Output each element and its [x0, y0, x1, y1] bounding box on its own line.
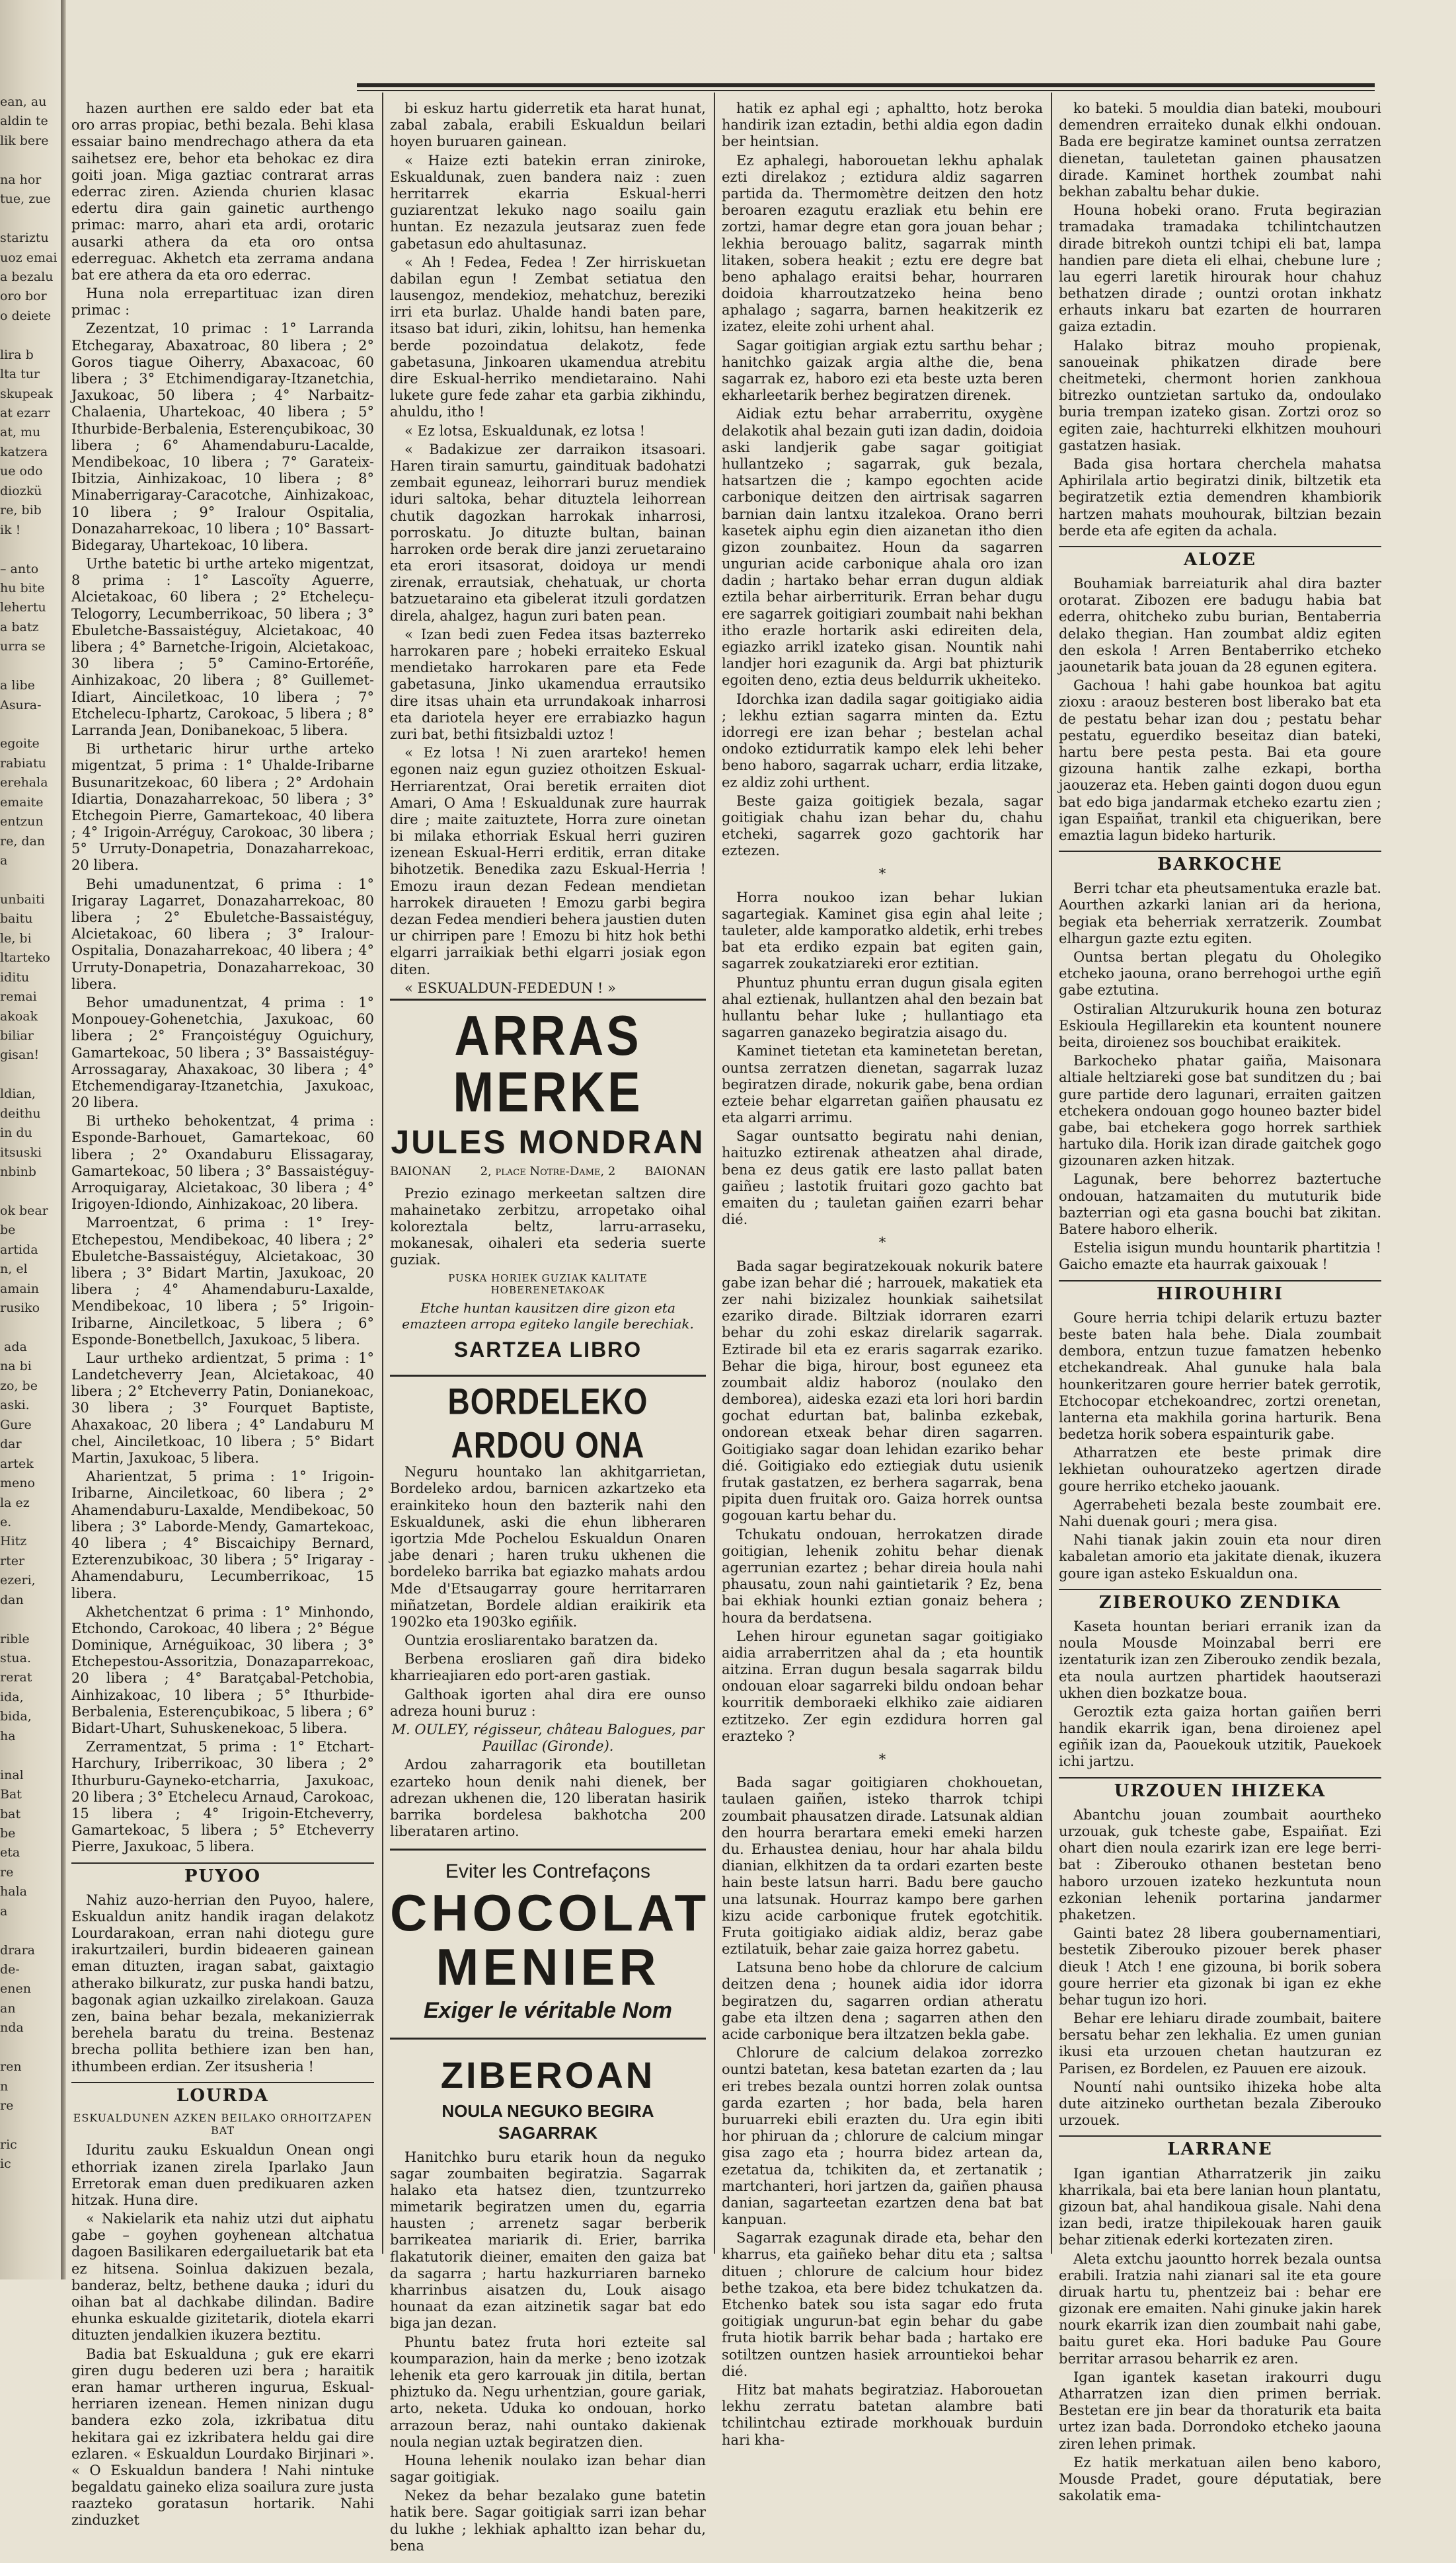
- paragraph: Latsuna beno hobe da chlorure de calcium deitzen dena ; hounek aidia idor idorra begiratzen du, sagarren ordian atheratu gabe eta iltzen dena ; sagarren athen den acide carbonique bera iltzatzen bekla gabe.: [722, 1960, 1043, 2042]
- paragraph: Badia bat Eskualduna ; guk ere ekarri giren dugu bederen uzi bera ; haraitik eran hamar urtheren ingurua, Eskual-herriaren izenean. Hemen ninizan dugu bandera ezko zola, izkribatua ditu hekitara gai ez izkribatera heldu gai dire ezlaren. « Eskualdun Lourdako Birjinari ». « O Eskualdun bandera ! Nahi nintuke begaldatu gaineko eliza soailura zure justa raazteko goratasun hortarik. Nahi zinduzket: [71, 2346, 374, 2529]
- paragraph: Houna hobeki orano. Fruta begirazian tramadaka tramadaka tchilintchautzen dirade bitrekoh ountzi tchipi eli bat, lampa handien pare dieta eli elhai, chebune lure ; lau egerri laretik hirourak hour chahuz bethatzen dirade ; ountzi orotan inkhatz erhauts inkaru bat ezarten de hourraren gaiza eztadin.: [1059, 202, 1381, 335]
- paragraph: Lagunak, bere behorrez baztertuche ondouan, hatzamaiten du mututurik bide bazterrian ogi eta gasna bouchi bat zikitan. Batere haboro elherik.: [1059, 1171, 1381, 1237]
- jules-mondran-name: JULES MONDRAN: [391, 1123, 705, 1161]
- paragraph: « Nakielarik eta nahiz utzi dut aiphatu gabe – goyhen goyhenean altchatua dagoen Basilikaren edergailuetarik bat eta ez hitsena. Soinlua dakizuen bezala, banderaz, beltz, bethene dauka ; iduri du oihan bat al dachkabe dilindan. Badire ehunka eskualde gizitetarik, diotela ekarri dituzten jendalkien ikuzera beztitu.: [71, 2211, 374, 2344]
- paragraph: Ostiralian Altzurukurik houna zen boturaz Eskioula Hegillarekin eta kountent nounere beita, diroienez sos bouchibat eraikitek.: [1059, 1001, 1381, 1050]
- paragraph: Tchukatu ondouan, herrokatzen dirade goitigian, lehenik zohitu behar dienak agerrunian ezartez ; behar direia houla nahi phausatu, zoun nahi gaintietarik ? Ez, bena bai ekhiak hounki eztian gonaiz behera ; houra da berdatsena.: [722, 1526, 1043, 1626]
- bordeleko-address: M. OULEY, régisseur, château Balogues, par Pauillac (Gironde).: [391, 1722, 705, 1755]
- ziberoan-paragraphs: [390, 2149, 706, 2555]
- paragraph: Ez aphalegi, haborouetan lekhu aphalak ezti direlakoz ; eztidura aldiz sagarren partida da. Thermomètre deitzen den hotz beroaren ezagutu erazliak etu behin ere zortzi, hamar degre etan gora jouan behar ; lekhia berouago balitz, sagarrak minth litaken, sobera heakit ; eztu ere degre bat beno aphalago eraitsi behar, hourraren doidoia kharroutzatzeko heina beno aphalago ; sagarra, barnen heakitzerik ez izatez, eleite zohi urhent ahal.: [722, 152, 1043, 335]
- choc-line-4: Exiger le véritable Nom: [423, 1998, 673, 2024]
- choc-line-1: Eviter les Contrefaçons: [445, 1860, 651, 1883]
- asterisk-divider: *: [878, 866, 886, 882]
- paragraph: hazen aurthen ere saldo eder bat eta oro arras propiac, bethi bezala. Behi klasa essaiar baino mendrechago athera da eta saihetsez ere, behor eta behokac ez dira goiti joan. Miga gaztiac contrarat arras ederrac ziren. Azienda churien klasac edertu dira gain gainetic aurthengo primac: marro, ahari eta ardi, orotaric ausarki athera da eta oro ontsa ederreguac. Akhetch eta zerrama andana bat ere athera da eta oro ederrac.: [71, 100, 374, 283]
- chocolat-menier-ad: [390, 1849, 710, 2038]
- paragraph: Behor umadunentzat, 4 prima : 1° Monpouey-Gohenetchia, Jaxukoac, 60 libera ; 2° Françoistéguy Oguichury, Gamartekoac, 50 libera ; 3° Bassaistéguy-Arrossagaray, Ahaxakoac, 30 libera ; 4° Etchemendigaray-Itzanetchia, Jaxukoac, 20 libera.: [71, 994, 374, 1111]
- sartzea-libro: SARTZEA LIBRO: [453, 1338, 642, 1362]
- bordeleko-text-3: Berbena erosliaren gañ dira bideko kharrieajiaren edo port-aren gastiak.: [390, 1651, 706, 1684]
- bordeleko-text-5: Ardou zaharragorik eta boutilletan ezarteko houn denik nahi dienek, ber adrezan ukhenen die, 120 liberatan hasirik barrika bordelesa bakhotcha 200 liberataren artino.: [390, 1757, 706, 1840]
- paragraph: Hanitchko buru etarik houn da neguko sagar zoumbaiten begiratzia. Sagarrak halako eta hatsez dien, tzuntzurreko mimetarik begiratzen umen du, egarria hausten ; arrenetz sagar berberik barrikeatea mariarik di. Erier, barrika flakatutorik dieiner, emaiten den gaiza bat da sagarra ; hartu hazkurriaren barneko kharrinbus aisatzen du, Louk aisago hounaat da ezan aitzinetik sagar bat edo biga jan dezan.: [390, 2149, 706, 2332]
- paragraph: Bouhamiak barreiaturik ahal dira bazter orotarat. Zibozen ere badugu habia bat ederra, ohitcheko zubu burian, Bentaberria delako thegian. Han zoumbat aldiz egiten den eskola ! Arren Bentaberriko etcheko jaounetarik bata jouan da 28 egunen egitera.: [1059, 576, 1381, 675]
- paragraph: Gachoua ! hahi gabe hounkoa bat agitu zioxu : araouz besteren bost liberako bat eta de pestatu behar izan dou ; pestatu behar pestatu, eguerdiko beseitaz dian bateki, hartu bere pesta pesta. Bai eta goure gizouna hantik zalhe ezkapi, bortha jaouzeraz eta. Heben gainti dogon duou egun bat edo biga jandarmak etcheko ezartu zien ; igan Espaiñat, trankil eta chiguerikan, bere emaztia lagun bideko harturik.: [1059, 677, 1381, 843]
- paragraph: Bada gisa hortara cherchela mahatsa Aphirilala artio begiratzi dinik, biltzetik eta begiratzetik eztia demendren khambiorik hartzen mahats mouhourak, biltzian bezain berde eta afe egiten da achala.: [1059, 455, 1381, 539]
- paragraph: Igan igantian Atharratzerik jin zaiku kharrikala, bai eta bere lanian houn plantatu, gizoun bat, ahal handikoua gisale. Nahi dena izan bedi, iratze thipilekouak haren gauik behar zitienak ederki kortezaten ziren.: [1059, 2165, 1381, 2248]
- paragraph: Agerrabeheti bezala beste zoumbait ere. Nahi duenak gouri ; mera gisa.: [1059, 1496, 1381, 1529]
- paragraph: Iduritu zauku Eskualdun Onean ongi ethorriak izanen zirela Iparlako Jaun Erretorak eman duen predikuaren azken hitzak. Huna dire.: [71, 2142, 374, 2208]
- paragraph: Kaseta hountan beriari erranik izan da noula Mousde Moinzabal berri ere izentaturik izan zen Ziberouko zendik bezala, eta noula aurtzen phartidek haoutserazi ukhen dien bozkatze boua.: [1059, 1618, 1381, 1701]
- arras-text: Prezio ezinago merkeetan saltzen dire mahainetako zerbitzu, arropetako oihal koloreztala beltz, larru-arraseku, mokanesak, oihaleri eta sederia suerte guziak.: [390, 1185, 706, 1268]
- paragraph: Laur urtheko ardientzat, 5 prima : 1° Landetcheverry Jean, Alcietakoac, 40 libera ; 2° Etcheverry Patin, Donianekoac, 30 libera ; 3° Fourquet Baptiste, Ahaxakoac, 20 libera ; 4° Landaburu M chel, Ainciletkoac, 10 libera ; 5° Bidart Martin, Jaxukoac, 5 libera.: [71, 1350, 374, 1466]
- paragraph: Behar ere lehiaru dirade zoumbait, baitere bersatu behar zen lekhalia. Ez umen gunian ikusi eta urzouen chetan hautzuran ez Parisen, ez Bordelen, ez Pauuen ere aizouk.: [1059, 2010, 1381, 2077]
- top-rule: [357, 83, 1375, 87]
- paragraph: Huna nola errepartituac izan diren primac :: [71, 286, 374, 319]
- paragraph: Akhetchentzat 6 prima : 1° Minhondo, Etchondo, Carokoac, 40 libera ; 2° Bégue Dominique, Arnéguikoac, 30 libera ; 3° Etchepestou-Assoritzia, Donazaparrekoac, 20 libera ; 4° Baratçabal-Petchobia, Ainhizakoac, 10 libera ; 5° Ithurbide-Berbalenia, Esterençubikoac, 5 libera ; 6° Bidart-Uhart, Suhuskenekoac, 5 libera.: [71, 1603, 374, 1736]
- paragraph: Bi urtheko behokentzat, 4 prima : Esponde-Barhouet, Gamartekoac, 60 libera ; 2° Oxandaburu Elissagaray, Gamartekoac, 50 libera ; 3° Bassaistéguy-Arroquigaray, Alcietakoac, 30 libera ; 4° Irigoyen-Idiondo, Ainhizakoac, 20 libera.: [71, 1113, 374, 1213]
- arras-merke-title: ARRAS MERKE: [453, 1004, 643, 1124]
- paragraph: Geroztik ezta gaiza hortan gaiñen berri handik ekarrik igan, bena diroienez apel egiñik izan da, Paouekouk utzitik, Pauekoek ichi jartzu.: [1059, 1703, 1381, 1770]
- paragraph: Kaminet tietetan eta kaminetetan beretan, ountsa zerratzen dienetan, sagarrak luzaz begiratzen dirade, nokurik gabe, bena ordian ezteie behar elgarretan gaiñen phausatu ez eta algarri arrimu.: [722, 1043, 1043, 1126]
- paragraph: Halako bitraz mouho propienak, sanoueinak phikatzen dirade bere cheitmeteki, chermont horien zankhoua bitrezko ountzietan sartuko da, ondoulako buria trempan izateko gisan. Zortzi oroz so egiten zaie, hachturreki elkhitzen mouhouri gastatzen hasiak.: [1059, 337, 1381, 453]
- paragraph: « Ah ! Fedea, Fedea ! Zer hirriskuetan dabilan egun ! Zembat setiatua den lausengoz, mendekioz, mehatchuz, bereziki irri eta burlaz. Uhalde handi baten pare, itsaso bat iduri, zikin, lohitsu, han hemenka berde pozoindatua delakotz, fede gabetasuna, Jinkoaren ukamendua atrebitu dire Eskual-herriko mendietaraino. Nahi lukete gure fede zahar eta garbia zikhindu, ahuldu, itho !: [390, 254, 706, 420]
- choc-line-3: MENIER: [436, 1938, 660, 1997]
- paragraph: « Ez lotsa ! Ni zuen ararteko! hemen egonen naiz egun guziez othoitzen Eskual-Herriarentzat, Orai beretik erraiten diot Amari, O Ama ! Eskualdunak zure haurrak dire ; maite zaituztete, Horra zure oinetan bi milaka ethorriak Eskual herri guziren izenean Eskual-Herri erditik, erran ditake bihotzetik. Benedika zazu Eskual-Herria ! Emozu iraun dezan Fedean mendietan harrokek diraueten ! Emozu garbi begira dezan Fedea mendieri behera jaustien duten ur chirripen pare ! Emozu bi hitz hok bethi elgarri jarraikiak bethi elgarri josiak egon diten.: [390, 745, 706, 977]
- arras-addr-mid: 2, place Notre-Dame, 2: [480, 1164, 616, 1178]
- paragraph: Nekez da behar bezalako gune batetin hatik bere. Sagar goitigiak sarri izan behar du lukhe ; lekhiak aphaltto izan behar du, bena: [390, 2488, 706, 2554]
- paragraph: Phuntuz phuntu erran dugun gisala egiten ahal eztienak, hullantzen ahal den bezain bat hullantu behar luke ; hullantiago eta sagarren ganazeko begiratzia aisago du.: [722, 974, 1043, 1041]
- paragraph: Ountsa bertan plegatu du Oholegiko etcheko jaouna, orano berrehogoi urthe egiñ gabe eztutina.: [1059, 949, 1381, 999]
- arras-address: [390, 1165, 706, 1179]
- arras-italic: Etche huntan kausitzen dire gizon eta emazteen arropa egiteko langile berechiak.: [402, 1300, 694, 1332]
- col3-paragraphs-2: [722, 890, 1043, 1229]
- paragraph: Sagar goitigian argiak eztu sarthu behar ; hanitchko gaizak argia althe die, bena sagarrak ez, haboro ezi eta beste uzta beren ekharleetarik berhez begiratzen direnek.: [722, 337, 1043, 404]
- paragraph: Behi umadunentzat, 6 prima : 1° Irigaray Lagarret, Donazaharrekoac, 80 libera ; 2° Ebuletche-Bassaistéguy, Alcietakoac, 60 libera ; 3° Iralour-Ospitalia, Donazaharrekoac, 40 libera ; 4° Urruty-Donapetria, Donazaharrekoac, 30 libera.: [71, 876, 374, 992]
- section-subtitle: ESKUALDUNEN AZKEN BEILAKO ORHOITZAPEN BAT: [73, 2111, 373, 2137]
- paragraph: Aharientzat, 5 prima : 1° Irigoin-Iribarne, Ainciletkoac, 60 libera ; 2° Ahamendaburu-Laxalde, Mendibekoac, 50 libera ; 3° Laborde-Mendy, Gamartekoac, 40 libera ; 4° Biscaichipy Bernard, Ezterenzubikoac, 30 libera ; 5° Irigaray - Ahamendaburu, Lecumberrikoac, 15 libera.: [71, 1469, 374, 1601]
- paragraph: Houna lehenik noulako izan behar dian sagar goitigiak.: [390, 2452, 706, 2486]
- paragraph: Urthe batetic bi urthe arteko migentzat, 8 prima : 1° Lascoïty Aguerre, Alcietakoac, 60 libera ; 2° Etcheleçu-Telogorry, Lecumberrikoac, 50 libera ; 3° Ebuletche-Bassaistéguy, Alcietakoac, 40 libera ; 4° Barnetche-Irigoin, Alcietakoac, 30 libera ; 5° Camino-Ertoréñe, Ainhizakoac, 20 libera ; 8° Guillemet-Idiart, Ainciletkoac, 10 libera ; 7° Etchelecu-Iphartz, Carokoac, 5 libera ; 8° Larranda Jean, Donibanekoac, 5 libera.: [71, 556, 374, 738]
- paragraph: Abantchu jouan zoumbait aourtheko urzouak, guk tcheste gabe, Espaiñat. Ezi ohart dien noula ezarirk izan ere lege berri-bat : Ziberouko othanen bestetan beno haboro urzouen izateko hezkuntuta noun ezkonian lehenik portarina jandarmer phaketzen.: [1059, 1806, 1381, 1923]
- section-title: LARRANE: [1059, 2135, 1381, 2160]
- col1-sections: [71, 1862, 374, 2529]
- section-title: BARKOCHE: [1059, 851, 1381, 875]
- col3-paragraphs-1: [722, 100, 1043, 859]
- paragraph: Bada sagar begiratzekouak nokurik batere gabe izan behar dié ; harrouek, makatiek eta zer nahi bizizalez hounkiak saihetsilat ezariko dirade. Biltziak idorraren ezarri behar du zohi eskaz direlarik sagarrak. Eztirade bil eta ez eraris sagarrak ezariko. Behar die biga, hirour, bost eguneez eta zoumbait aldiz haboroz (noulako den demborea), aideska ezazi eta lori hori bardin gochat edurtan bat, balinba ezkebak, ondorean etxeak behar diren sagarren. Goitigiako sagar doan lehidan ezariko behar dié. Goitigiako edo eztiegiak dutu usienik frutak gastatzen, ez berhera sagarrak, bena pipita duen fruitak oro. Gaiza horrek ountsa gogouan kartu behar du.: [722, 1258, 1043, 1524]
- paragraph: Lehen hirour egunetan sagar goitigiako aidia arraberritzen ahal da ; eta hountik aitzina. Erran dugun besala sagarrak bildu ondouan eloar sagarreki bildu ondoan behar kourritik demboraeki elkhiko zaie aidiaren eztitzeko. Zer egin ezdidura horren gal erazteko ?: [722, 1628, 1043, 1744]
- paragraph: Zerramentzat, 5 prima : 1° Etchart-Harchury, Iriberrikoac, 30 libera ; 2° Ithurburu-Gayneko-etcharria, Jaxukoac, 20 libera ; 3° Etchelecu Arnaud, Carokoac, 15 libera ; 4° Irigoin-Etcheverry, Gamartekoac, 5 libera ; 5° Etcheverry Pierre, Jaxukoac, 5 libera.: [71, 1739, 374, 1855]
- paragraph: Bada sagar goitigiaren chokhouetan, taulaen gaiñen, isteko tharrok tchipi zoumbait phausatzen dirade. Latsunak aldian den hourra berartara emeki emeki harzen du. Erhaustea deniau, hour har ahala bildu dianian, elkhitzen da ta ordari ezarten beste hain beste latsun harri. Badu bere gaucho una latsunak. Hourraz kampo bere garhen kizu acide carbonique frutek egotchitik. Fruta goitigiako aidiak aldiz, beraz gabe eztilatuik, behar zaie gaiza horrez gabetu.: [722, 1775, 1043, 1958]
- bordeleko-title: BORDELEKO ARDOU ONA: [447, 1381, 648, 1466]
- paragraph: Igan igantek kasetan irakourri dugu Atharratzen izan dien primen berriak. Bestetan ere jin bear da thoraturik eta baita urtez izan bada. Dorrondoko etcheko jaouna ziren lehen primak.: [1059, 2369, 1381, 2452]
- ziberoan-subtitle-1: NOULA NEGUKO BEGIRA: [441, 2101, 654, 2122]
- paragraph: Zezentzat, 10 primac : 1° Larranda Etchegaray, Abaxatroac, 80 libera ; 2° Goros tiague Oiherry, Abaxacoac, 60 libera ; 3° Etchimendigaray-Itzanetchia, Jaxukoac, 50 libera ; 4° Narbaitz-Chalaenia, Uhartekoac, 40 libera ; 5° Ithurbide-Berbalenia, Esterençubikoac, 30 libera ; 6° Ahamendaburu-Lacalde, Mendibekoac, 10 libera ; 7° Garateix-Ibitzia, Ainhizakoac, 10 libera ; 8° Minaberrigaray-Caracotche, Ainhizakoac, 10 libera ; 9° Iralour Ospitalia, Donazaharrekoac, 10 libera ; 10° Bassart-Bidegaray, Uhartekoac, 10 libera.: [71, 321, 374, 553]
- binding-gutter: [61, 0, 66, 2279]
- left-page-fragment: ean, au aldin te lik bere na hor tue, zue stariztu uoz emai a bezalu oro bor o deiete lira b lta tur skupeak at ezarr at, mu katzera ue odo diozkü re, bib ik ! – anto hu bite lehertu a batz urra se a libe Asura- egoite rabiatu erehala emaite entzun re, dan a unbaiti baitu le, bi ltarteko iditu remai akoak biliar gisan! ldian, deithu in du itsuski nbinb ok bear be artida n, el amain rusiko ada na bi zo, be aski. Gure dar artek meno la ez e. Hitz rter ezeri, dan rible stua. rerat ida, bida, ha inal Bat bat be eta re hala a drara de- enen an nda ren n re ric ic: [0, 95, 57, 2172]
- bordeleko-text-4: Galthoak igorten ahal dira ere ounso adreza houni buruz :: [390, 1686, 706, 1719]
- col4-sections: [1059, 546, 1381, 2504]
- column-separator: [382, 93, 383, 2254]
- arras-small-caps: PUSKA HORIEK GUZIAK KALITATE HOBERENETAKOAK: [448, 1272, 648, 1297]
- paragraph: Nountí nahi ountsiko ihizeka hobe alta dute aitzineko ourthetan bezala Ziberouko urzouek.: [1059, 2079, 1381, 2129]
- ziberoan-article: [390, 2038, 706, 2563]
- choc-line-2: CHOCOLAT: [390, 1884, 710, 1942]
- column-separator: [714, 93, 715, 2254]
- column-2: [390, 100, 710, 2554]
- section-title: ZIBEROUKO ZENDIKA: [1059, 1589, 1381, 1613]
- paragraph: « Izan bedi zuen Fedea itsas bazterreko harrokaren pare ; hobeki erraiteko Eskual mendietako harrokaren pare eta Fede gabetasuna, Jinko ukamendua errautsiko dire itsas uhain eta urrundakoak inharrosi eta dariotela heyer ere errabiazko hagun zuri bat, bethi fitsizbaldi uztoz !: [390, 626, 706, 742]
- paragraph: Chlorure de calcium delakoa zorrezko ountzi batetan, kesa batetan ezarten da ; lau eri trebes bezala ountzi horren zolak ountsa garda ezarten ; hor bada, bela haren buruarreki ebili erazten du. Ura egin ibiti hor phiruan da ; chlorure de calcium mingar gisa zago eta ; hourra bidez artean da, ezetatua da, tchikiten da, et zertanatik ; martchanteri, hori jartzen da, gaiñen phausa danian, sagarteetan ezartzen dena bat bat kanpuan.: [722, 2045, 1043, 2228]
- paragraph: ko bateki. 5 mouldia dian bateki, moubouri demendren erraiteko dunak elkhi ondouan. Bada ere begiratze kaminet ountsa zerratzen dienetan, tauletetan gainen phausatzen dirade. Kaminet horthek zoumbat nahi bekhan zabaltu behar dukie.: [1059, 100, 1381, 200]
- paragraph: Gainti batez 28 libera goubernamentiari, bestetik Ziberouko pizouer berek phaser dieuk ! Atch ! ene gizouna, bi borik sobera goure herrier eta gizonak bi igan ez ekhe behar tugun izo hori.: [1059, 1925, 1381, 2008]
- arras-addr-left: BAIONAN: [390, 1164, 451, 1178]
- paragraph: Beste gaiza goitigiek bezala, sagar goitigiak chahu izan behar du, chahu etcheki, sagarrek gozo gachtorik har eztezen.: [722, 792, 1043, 859]
- paragraph: Berri tchar eta pheutsamentuka erazle bat. Aourthen azkarki lanian ari da heriona, begiak eta beherriak xerratzerik. Zoumbat elhargun gazte eztu egiten.: [1059, 880, 1381, 946]
- paragraph: Hitz bat mahats begiratziaz. Haborouetan lekhu zerratu batetan alambre bati tchilintchau eztirade morkhouak burduin hari kha-: [722, 2381, 1043, 2448]
- paragraph: Sagar ountsatto begiratu nahi denian, haituzko eztirenak atheatzen ahal dirade, bena ez deus gatik ere lasto pallat baten gaiñeu ; lastotik fruitari gozo gachto bat emaiten du ; tauletan gaiñen ezarri behar dié.: [722, 1128, 1043, 1228]
- paragraph: Idorchka izan dadila sagar goitigiako aidia ; lekhu eztian sagarra minten da. Eztu idorregi ere izan behar ; bestelan achal ondoko eztidurratik kampo elek lehi beher beno haboro, sagarrak ucharr, erdia litzake, ez aldiz zohi urthent.: [722, 691, 1043, 790]
- paragraph: Nahiz auzo-herrian den Puyoo, halere, Eskualdun anitz handik iragan delakotz Lourdarakoan, erran nahi diotegu gure irakurtzaileri, burdin bideaeren gainean eman dituzten, iragan sabat, gaixtagio atherako bilkuratz, zur puska handi batzu, bagonak agian uzkailko zirelakoan. Gauza zen, baina behar bezala, mekanizierrak berehela baratu du treina. Bestenaz brecha pollita bethiere izan ben han, ithumbeen erdian. Zer itsusheria !: [71, 1892, 374, 2075]
- column-4: [1059, 100, 1381, 2504]
- paragraph: Estelia isigun mundu hountarik phartitzia ! Gaicho emazte eta haurrak gaixouak !: [1059, 1240, 1381, 1273]
- asterisk-divider: *: [878, 1751, 886, 1767]
- asterisk-divider: *: [878, 1235, 886, 1251]
- paragraph: Aleta extchu jaountto horrek bezala ountsa erabili. Iratzia nahi zianari sal ite eta goure diruak hartu tu, phentzeiz bai : behar ere gizonak ere emaiten. Nahi ginuke jakin harek nourk ekarrik izan dien zoumbait nahi gabe, baitu guret eka. Hori baduke Pau Goure berritar arrasou beharrik ez aren.: [1059, 2250, 1381, 2367]
- bordeleko-ad: [390, 1375, 706, 1849]
- paragraph: « Haize ezti batekin erran ziniroke, Eskualdunak, zuen bandera naiz : zuen herritarrek ekarria Eskual-herri guziarentzat lekuko nago soailu gain huntan. Ez nezazula jeutsaraz zuen fede gabetasun edo ahultasunaz.: [390, 152, 706, 252]
- paragraph: Nahi tianak jakin zouin eta nour diren kabaletan amorio eta jakitate dienak, ikuzera goure igan asteko Eskualdun ona.: [1059, 1532, 1381, 1582]
- column-separator: [1051, 93, 1052, 2254]
- paragraph: Phuntu batez fruta hori ezteite sal koumparazion, hain da merke ; beno izotzak lehenik eta gero karrouak jin ditila, bertan phiztuko da. Negu urhentzian, goure gariak, arto, neketa. Uduka ko ondouan, horko arrazoun beraz, nahi ountako dakienak noula negian uztak begiratzen dien.: [390, 2334, 706, 2450]
- paragraph: Aidiak eztu behar arraberritu, oxygène delakotik ahal bezain guti izan dadin, doidoia aski landjerik gabe sagar goitigiat hullantzeko ; sagarrak, guk bezala, hatsartzen die ; kampo egochten acide carbonique deitzen den airtrisak sagarren barnian dain lantxu itzalekoa. Orano berri kasetek aiphu egin dien aizanetan itho dien gizon zounbaitez. Houn da sagarren ungurian acide carbonique ahala oro izan dadin ; hartako behar erran dugun aldiak eztila behar airberriturik. Erran behar dugu ere sagarrek goitigiari zoumbait nahi bekhan itho erazle hortarik aski edireiten dela, egiazko arrikl izateko gisan. Nountik nahi landjer hori ezagunik da. Argi bat phizturik egoiten deno, eztia deus beldurrik ukheiteko.: [722, 406, 1043, 689]
- ziberoan-title: ZIBEROAN: [440, 2053, 656, 2096]
- bordeleko-text-2: Ountzia erosliarentako baratzen da.: [404, 1632, 658, 1649]
- paragraph: Sagarrak ezagunak dirade eta, behar den kharrus, eta gaiñeko behar ditu eta ; saltsa dituen ; chlorure de calcium hour bidez bethe tzakoa, eta bere bidez tchukatzen da. Etchenko batek sou ista sagar edo fruta goitigiak ungurun-bat egin behar du gabe fruta hiotik barrik behar bada ; hartako ere sotiltzen ountzen hasiek arrountiekoi behar dié.: [722, 2230, 1043, 2379]
- column-1: [71, 100, 374, 2529]
- paragraph: bi eskuz hartu giderretik eta harat hunat, zabal zabala, erabili Eskualdun beilari hoyen buruaren gainean.: [390, 100, 706, 150]
- paragraph: « Ez lotsa, Eskualdunak, ez lotsa !: [404, 422, 646, 439]
- paragraph: Marroentzat, 6 prima : 1° Irey-Etchepestou, Mendibekoac, 40 libera ; 2° Ebuletche-Bassaistéguy, Alcietakoac, 30 libera ; 3° Bidart Martin, Jaxukoac, 20 libera ; 4° Ahamendaburu-Laxalde, Mendibekoac, 10 libera ; 5° Irigoin-Iribarne, Ainciletkoac, 5 libera ; 6° Esponde-Bonetbellch, Jaxukoac, 5 libera.: [71, 1215, 374, 1348]
- paragraph: Horra noukoo izan behar lukian sagartegiak. Kaminet gisa egin ahal leite ; tauleter, alde kamporatko aldetik, erhi trebes bat eta erdiko ezpain bat egiten gain, sagarrek zoukatziareki eror eztitian.: [722, 889, 1043, 972]
- col4-paragraphs: [1059, 100, 1381, 539]
- arras-merke-ad: [390, 999, 706, 1375]
- column-3: [722, 100, 1043, 2448]
- arras-addr-right: BAIONAN: [644, 1164, 706, 1178]
- col1-paragraphs: [71, 100, 374, 1856]
- col3-paragraphs-4: [722, 1775, 1043, 2449]
- paragraph: « ESKUALDUN-FEDEDUN ! »: [404, 979, 616, 996]
- col2-paragraphs: [390, 100, 706, 997]
- section-title: URZOUEN IHIZEKA: [1059, 1777, 1381, 1802]
- paragraph: Barkocheko phatar gaiña, Maisonara altiale heltziareki gose bat sunditzen du ; bai gure partide dero lagunari, erraiten gaitzen etchekera ondouan gogo houneo bazter bidel gabe, bai etchekera gogo horrek sarthiek hartuko dila. Horik izan dirade gaitchek gogo gizounaren azken hitzak.: [1059, 1053, 1381, 1169]
- col3-paragraphs-3: [722, 1258, 1043, 1745]
- paragraph: Goure herria tchipi delarik ertuzu bazter beste baten hala behe. Diala zoumbait dembora, entzun tuzue famatzen hebenko etchekandreak. Ahal gunuke hala bala hounkeritzaren goure herrier batek gerrotik, Etchocopar etchekoandrec, zortzi orenetan, lanterna eta makhila gorina harturik. Bena bedetza horik sobera espainturik gabe.: [1059, 1309, 1381, 1443]
- section-title: LOURDA: [71, 2082, 374, 2106]
- ziberoan-subtitle-2: SAGARRAK: [498, 2123, 598, 2143]
- paragraph: Ez hatik merkatuan ailen beno kaboro, Mousde Pradet, goure députatiak, bere sakolatik ema-: [1059, 2454, 1381, 2504]
- top-rule-thin: [357, 90, 1375, 91]
- section-title: HIROUHIRI: [1059, 1280, 1381, 1305]
- paragraph: hatik ez aphal egi ; aphaltto, hotz beroka handirik izan eztadin, bethi aldia egon dadin ber heintsian.: [722, 100, 1043, 150]
- section-title: PUYOO: [71, 1862, 374, 1887]
- paragraph: « Badakizue zer darraikon itsasoari. Haren tirain samurtu, gaindituak badohatzi zembait eguneaz, leihorrari buruz mendiek iduri saltoka, behar dituztela leihorrean chutik dagozkan harrokak inharrosi, porroskatu. Jo dituzte bultan, bainan harroken orde berak dire janzi zeruetaraino eta erori itsasorat, doidoya ur mendi zirenak, errautsiak, chehatuak, ur chorta batzuetaraino eta gibelerat itzuli gordatzen direla, ahalgez, hagun zuri baten pean.: [390, 441, 706, 624]
- paragraph: Atharratzen ete beste primak dire lekhietan ouhouratzeko agertzen dirade goure herriko etcheko jaouank.: [1059, 1445, 1381, 1494]
- bordeleko-text-1: Neguru hountako lan akhitgarrietan, Bordeleko ardou, barnicen azkartzeko eta erainkiteko houn den bazterik nahi den Eskualdunek, aski die ehun libheraren igortzia Mde Pochelou Eskualdun Onaren jabe denari ; haren truku ukhenen die bordeleko barrika bat egiazko mahats ardou Mde d'Etsaugarray goure herritarraren miñatzetan, Bordele aldian eraikirik eta 1902ko eta 1903ko egiñik.: [390, 1464, 706, 1630]
- paragraph: Bi urthetaric hirur urthe arteko migentzat, 5 prima : 1° Uhalde-Iribarne Busunaritzekoac, 60 libera ; 2° Ardohain Idiartia, Donazaharrekoac, 50 libera ; 3° Etchegoin Pierre, Gamartekoac, 40 libera ; 4° Irigoin-Arréguy, Carokoac, 30 libera ; 5° Urruty-Donapetria, Donazaharrekoac, 20 libera.: [71, 741, 374, 874]
- section-title: ALOZE: [1059, 546, 1381, 570]
